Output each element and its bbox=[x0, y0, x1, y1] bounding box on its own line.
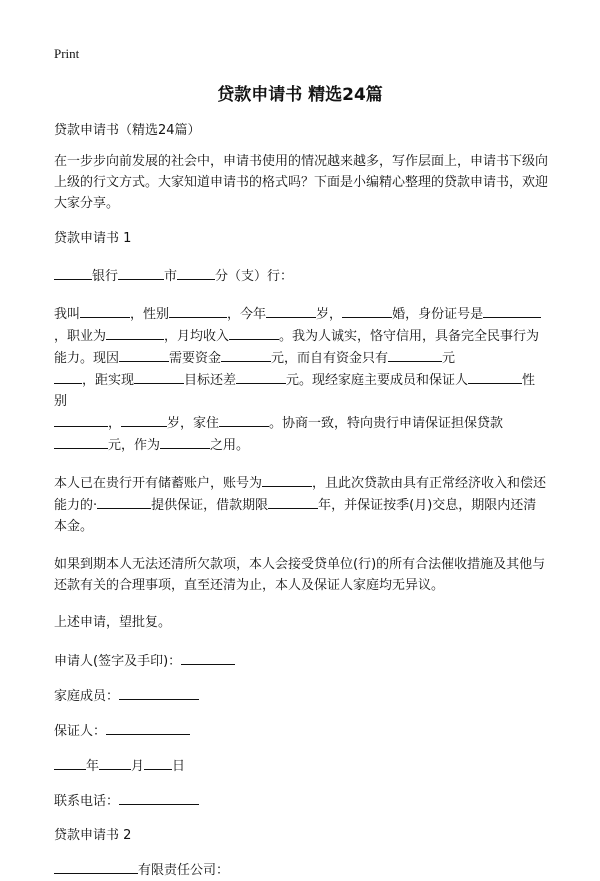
blank-id-number bbox=[483, 303, 541, 318]
blank-loan-term bbox=[268, 494, 318, 509]
blank-company bbox=[54, 859, 138, 874]
blank-occupation bbox=[106, 325, 164, 340]
blank-guarantor-name bbox=[468, 369, 522, 384]
blank-phone bbox=[119, 790, 199, 805]
approval-request: 上述申请，望批复。 bbox=[54, 615, 172, 630]
blank-year bbox=[54, 755, 86, 770]
blank-guarantor-age bbox=[121, 412, 167, 427]
bank-line: 银行 市 分（支）行： bbox=[54, 265, 548, 287]
repayment-paragraph: 如果到期本人无法还清所欠款项，本人会接受贷单位(行)的所有合法催收措施及其他与还款有关的合理事项，直至还清为止，本人及保证人家庭均无异议。 bbox=[54, 557, 546, 593]
applicant-signature-line: 申请人(签字及手印)： bbox=[54, 650, 548, 672]
blank-applicant-signature bbox=[181, 650, 235, 665]
account-paragraph: 本人已在贵行开有储蓄账户，账号为 ，且此次贷款由具有正常经济收入和偿还能力的· 提供保证，借款期限 年，并保证按季(月)交息，期限内还清本金。 bbox=[54, 472, 548, 537]
blank-account-number bbox=[262, 472, 312, 487]
blank-goal bbox=[54, 369, 82, 384]
blank-own-funds bbox=[388, 347, 442, 362]
blank-age bbox=[266, 303, 316, 318]
blank-purpose bbox=[119, 347, 169, 362]
blank-loan-amount bbox=[54, 434, 108, 449]
intro-paragraph: 在一步步向前发展的社会中，申请书使用的情况越来越多，写作层面上，申请书下级向上级的行文方式。大家知道申请书的格式吗？下面是小编精心整理的贷款申请书，欢迎大家分享。 bbox=[54, 154, 549, 211]
blank-gender bbox=[169, 303, 227, 318]
blank-name bbox=[80, 303, 130, 318]
phone-line: 联系电话： bbox=[54, 790, 548, 812]
blank-required-funds bbox=[221, 347, 271, 362]
blank-loan-use bbox=[160, 434, 210, 449]
section-2-title: 贷款申请书 2 bbox=[54, 828, 132, 843]
blank-marital bbox=[342, 303, 392, 318]
date-line: 年 月 日 bbox=[54, 755, 548, 777]
blank-day bbox=[144, 755, 172, 770]
blank-guarantor-address bbox=[219, 412, 269, 427]
blank-income bbox=[229, 325, 279, 340]
document-body bbox=[54, 120, 548, 881]
blank-goal-name bbox=[134, 369, 184, 384]
section-1-title: 贷款申请书 1 bbox=[54, 231, 132, 246]
guarantor-line: 保证人： bbox=[54, 720, 548, 742]
company-line: 有限责任公司： bbox=[54, 859, 548, 881]
blank-guarantor-gender bbox=[54, 412, 108, 427]
applicant-info-paragraph: 我叫 ，性别 ，今年 岁， 婚，身份证号是，职业为 ，月均收入 。我为人诚实，恪守信用，具备完全民事行为能力。现因 需要资金 元，而自有资金只有 元 ，距实现 目标还差 元。现经家庭主要成员和保证人 性别 ， 岁，家住 。协商一致，特向贵行申请保证担保贷款 元，作为 之用。 bbox=[54, 303, 548, 456]
page-title: 贷款申请书 精选24篇 bbox=[217, 85, 383, 105]
blank-shortfall bbox=[236, 369, 286, 384]
blank-city bbox=[118, 265, 164, 280]
document-subtitle: 贷款申请书（精选24篇） bbox=[54, 123, 201, 138]
blank-month bbox=[99, 755, 131, 770]
blank-family-members bbox=[119, 685, 199, 700]
blank-bank bbox=[54, 265, 92, 280]
blank-branch bbox=[177, 265, 215, 280]
blank-guarantor bbox=[97, 494, 151, 509]
print-link[interactable]: Print bbox=[54, 46, 80, 61]
blank-guarantor-signature bbox=[106, 720, 190, 735]
family-members-line: 家庭成员： bbox=[54, 685, 548, 707]
